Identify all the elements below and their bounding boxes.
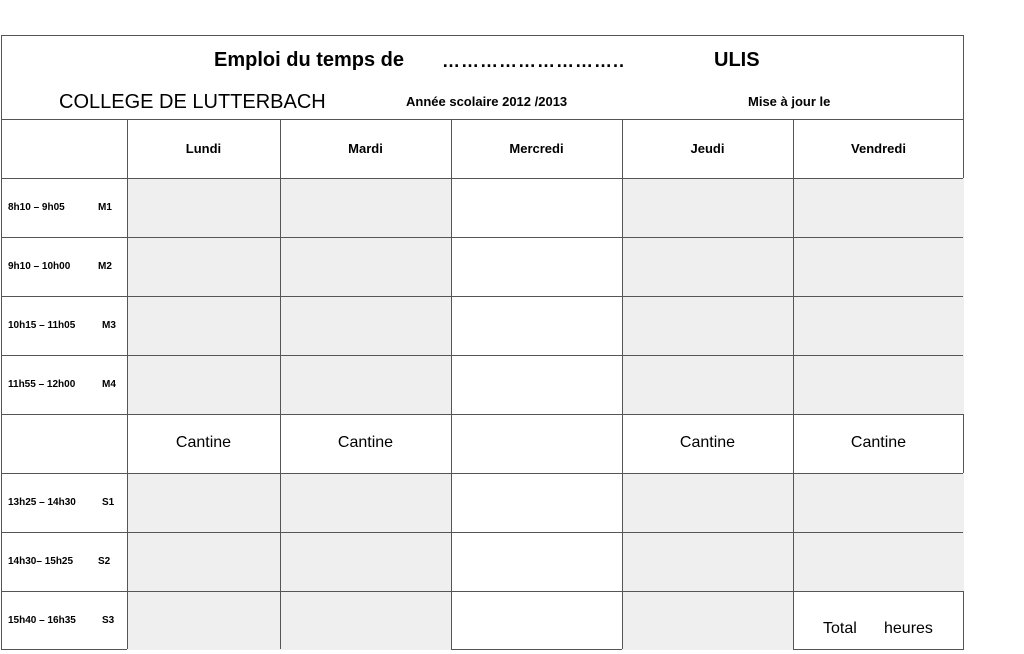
- day-header-mercredi: Mercredi: [509, 141, 564, 156]
- timetable-cell[interactable]: [280, 414, 451, 473]
- timetable-cell[interactable]: [622, 296, 793, 355]
- row-divider: [2, 532, 963, 533]
- timetable-cell[interactable]: [127, 532, 280, 591]
- slot-time: 11h55 – 12h00: [8, 379, 76, 390]
- slot-time: 10h15 – 11h05: [8, 320, 76, 331]
- row-divider: [2, 473, 963, 474]
- timetable-cell[interactable]: [622, 178, 793, 237]
- slot-code: M4: [102, 379, 116, 390]
- timetable-cell[interactable]: [280, 296, 451, 355]
- row-divider: [2, 591, 963, 592]
- timetable-cell[interactable]: [793, 532, 964, 591]
- slot-time: 9h10 – 10h00: [8, 261, 71, 272]
- timetable-cell[interactable]: [793, 237, 964, 296]
- slot-code: M3: [102, 320, 116, 331]
- timetable-cell[interactable]: [451, 237, 622, 296]
- column-divider: [622, 119, 623, 649]
- timetable-cell[interactable]: [622, 591, 793, 650]
- slot-label-cell: [2, 355, 127, 414]
- timetable-cell[interactable]: [127, 296, 280, 355]
- row-divider: [2, 296, 963, 297]
- timetable-sheet: [1, 35, 964, 650]
- slot-code: S3: [102, 615, 115, 626]
- slot-label-cell: [2, 178, 127, 237]
- cantine-label: Cantine: [337, 434, 394, 451]
- column-divider: [127, 119, 128, 649]
- timetable-cell[interactable]: [451, 355, 622, 414]
- school-year: Année scolaire 2012 /2013: [406, 94, 568, 109]
- timetable-cell[interactable]: [793, 414, 964, 473]
- slot-code: S2: [98, 556, 111, 567]
- row-divider: [2, 355, 963, 356]
- timetable-cell[interactable]: [622, 473, 793, 532]
- student-name-blank: ………………………..: [442, 51, 626, 71]
- day-header-jeudi: Jeudi: [690, 141, 725, 156]
- column-divider: [793, 119, 794, 649]
- slot-time: 8h10 – 9h05: [8, 202, 65, 213]
- slot-time: 14h30– 15h25: [8, 556, 74, 567]
- timetable-cell[interactable]: [622, 355, 793, 414]
- timetable-cell[interactable]: [451, 532, 622, 591]
- timetable-cell[interactable]: [793, 355, 964, 414]
- day-header-mardi: Mardi: [348, 141, 383, 156]
- timetable-cell[interactable]: [451, 296, 622, 355]
- timetable-cell[interactable]: [622, 237, 793, 296]
- timetable-cell[interactable]: [280, 532, 451, 591]
- timetable-cell[interactable]: [793, 473, 964, 532]
- timetable-cell[interactable]: [127, 414, 280, 473]
- timetable-cell[interactable]: [451, 414, 622, 473]
- slot-code: M2: [98, 261, 112, 272]
- cantine-label: Cantine: [679, 434, 736, 451]
- slot-label-cell: [2, 532, 127, 591]
- timetable-cell[interactable]: [451, 178, 622, 237]
- day-header-lundi: Lundi: [185, 141, 222, 156]
- row-divider: [2, 178, 963, 179]
- timetable-cell[interactable]: [280, 178, 451, 237]
- header-divider: [2, 119, 963, 120]
- cantine-label: Cantine: [175, 434, 232, 451]
- slot-code: S1: [102, 497, 115, 508]
- row-divider: [2, 414, 963, 415]
- slot-label-cell: [2, 414, 127, 473]
- timetable-title: Emploi du temps de: [214, 49, 405, 71]
- slot-code: M1: [98, 202, 112, 213]
- timetable-cell[interactable]: [622, 414, 793, 473]
- slot-label-cell: [2, 296, 127, 355]
- row-divider: [2, 237, 963, 238]
- school-name: COLLEGE DE LUTTERBACH: [59, 91, 326, 113]
- timetable-cell[interactable]: [127, 473, 280, 532]
- timetable-cell[interactable]: [127, 237, 280, 296]
- class-name: ULIS: [714, 49, 760, 71]
- update-label: Mise à jour le: [748, 94, 831, 109]
- timetable-cell[interactable]: [280, 591, 451, 650]
- timetable-cell[interactable]: [280, 473, 451, 532]
- timetable-cell[interactable]: [280, 355, 451, 414]
- timetable-cell[interactable]: [451, 473, 622, 532]
- slot-label-cell: [2, 237, 127, 296]
- slot-time: 13h25 – 14h30: [8, 497, 76, 508]
- cantine-label: Cantine: [850, 434, 907, 451]
- total-label: Total: [823, 620, 857, 637]
- column-divider: [451, 119, 452, 649]
- hours-label: heures: [884, 620, 933, 637]
- slot-time: 15h40 – 16h35: [8, 615, 76, 626]
- timetable-cell[interactable]: [127, 355, 280, 414]
- timetable-cell[interactable]: [622, 532, 793, 591]
- timetable-cell[interactable]: [793, 178, 964, 237]
- slot-label-cell: [2, 591, 127, 650]
- timetable-cell[interactable]: [793, 296, 964, 355]
- timetable-cell[interactable]: [280, 237, 451, 296]
- timetable-cell[interactable]: [451, 591, 622, 650]
- timetable-cell[interactable]: [127, 591, 280, 650]
- column-divider: [280, 119, 281, 649]
- timetable-cell[interactable]: [127, 178, 280, 237]
- slot-label-cell: [2, 473, 127, 532]
- timetable-cell[interactable]: [793, 591, 964, 650]
- day-header-vendredi: Vendredi: [851, 141, 906, 156]
